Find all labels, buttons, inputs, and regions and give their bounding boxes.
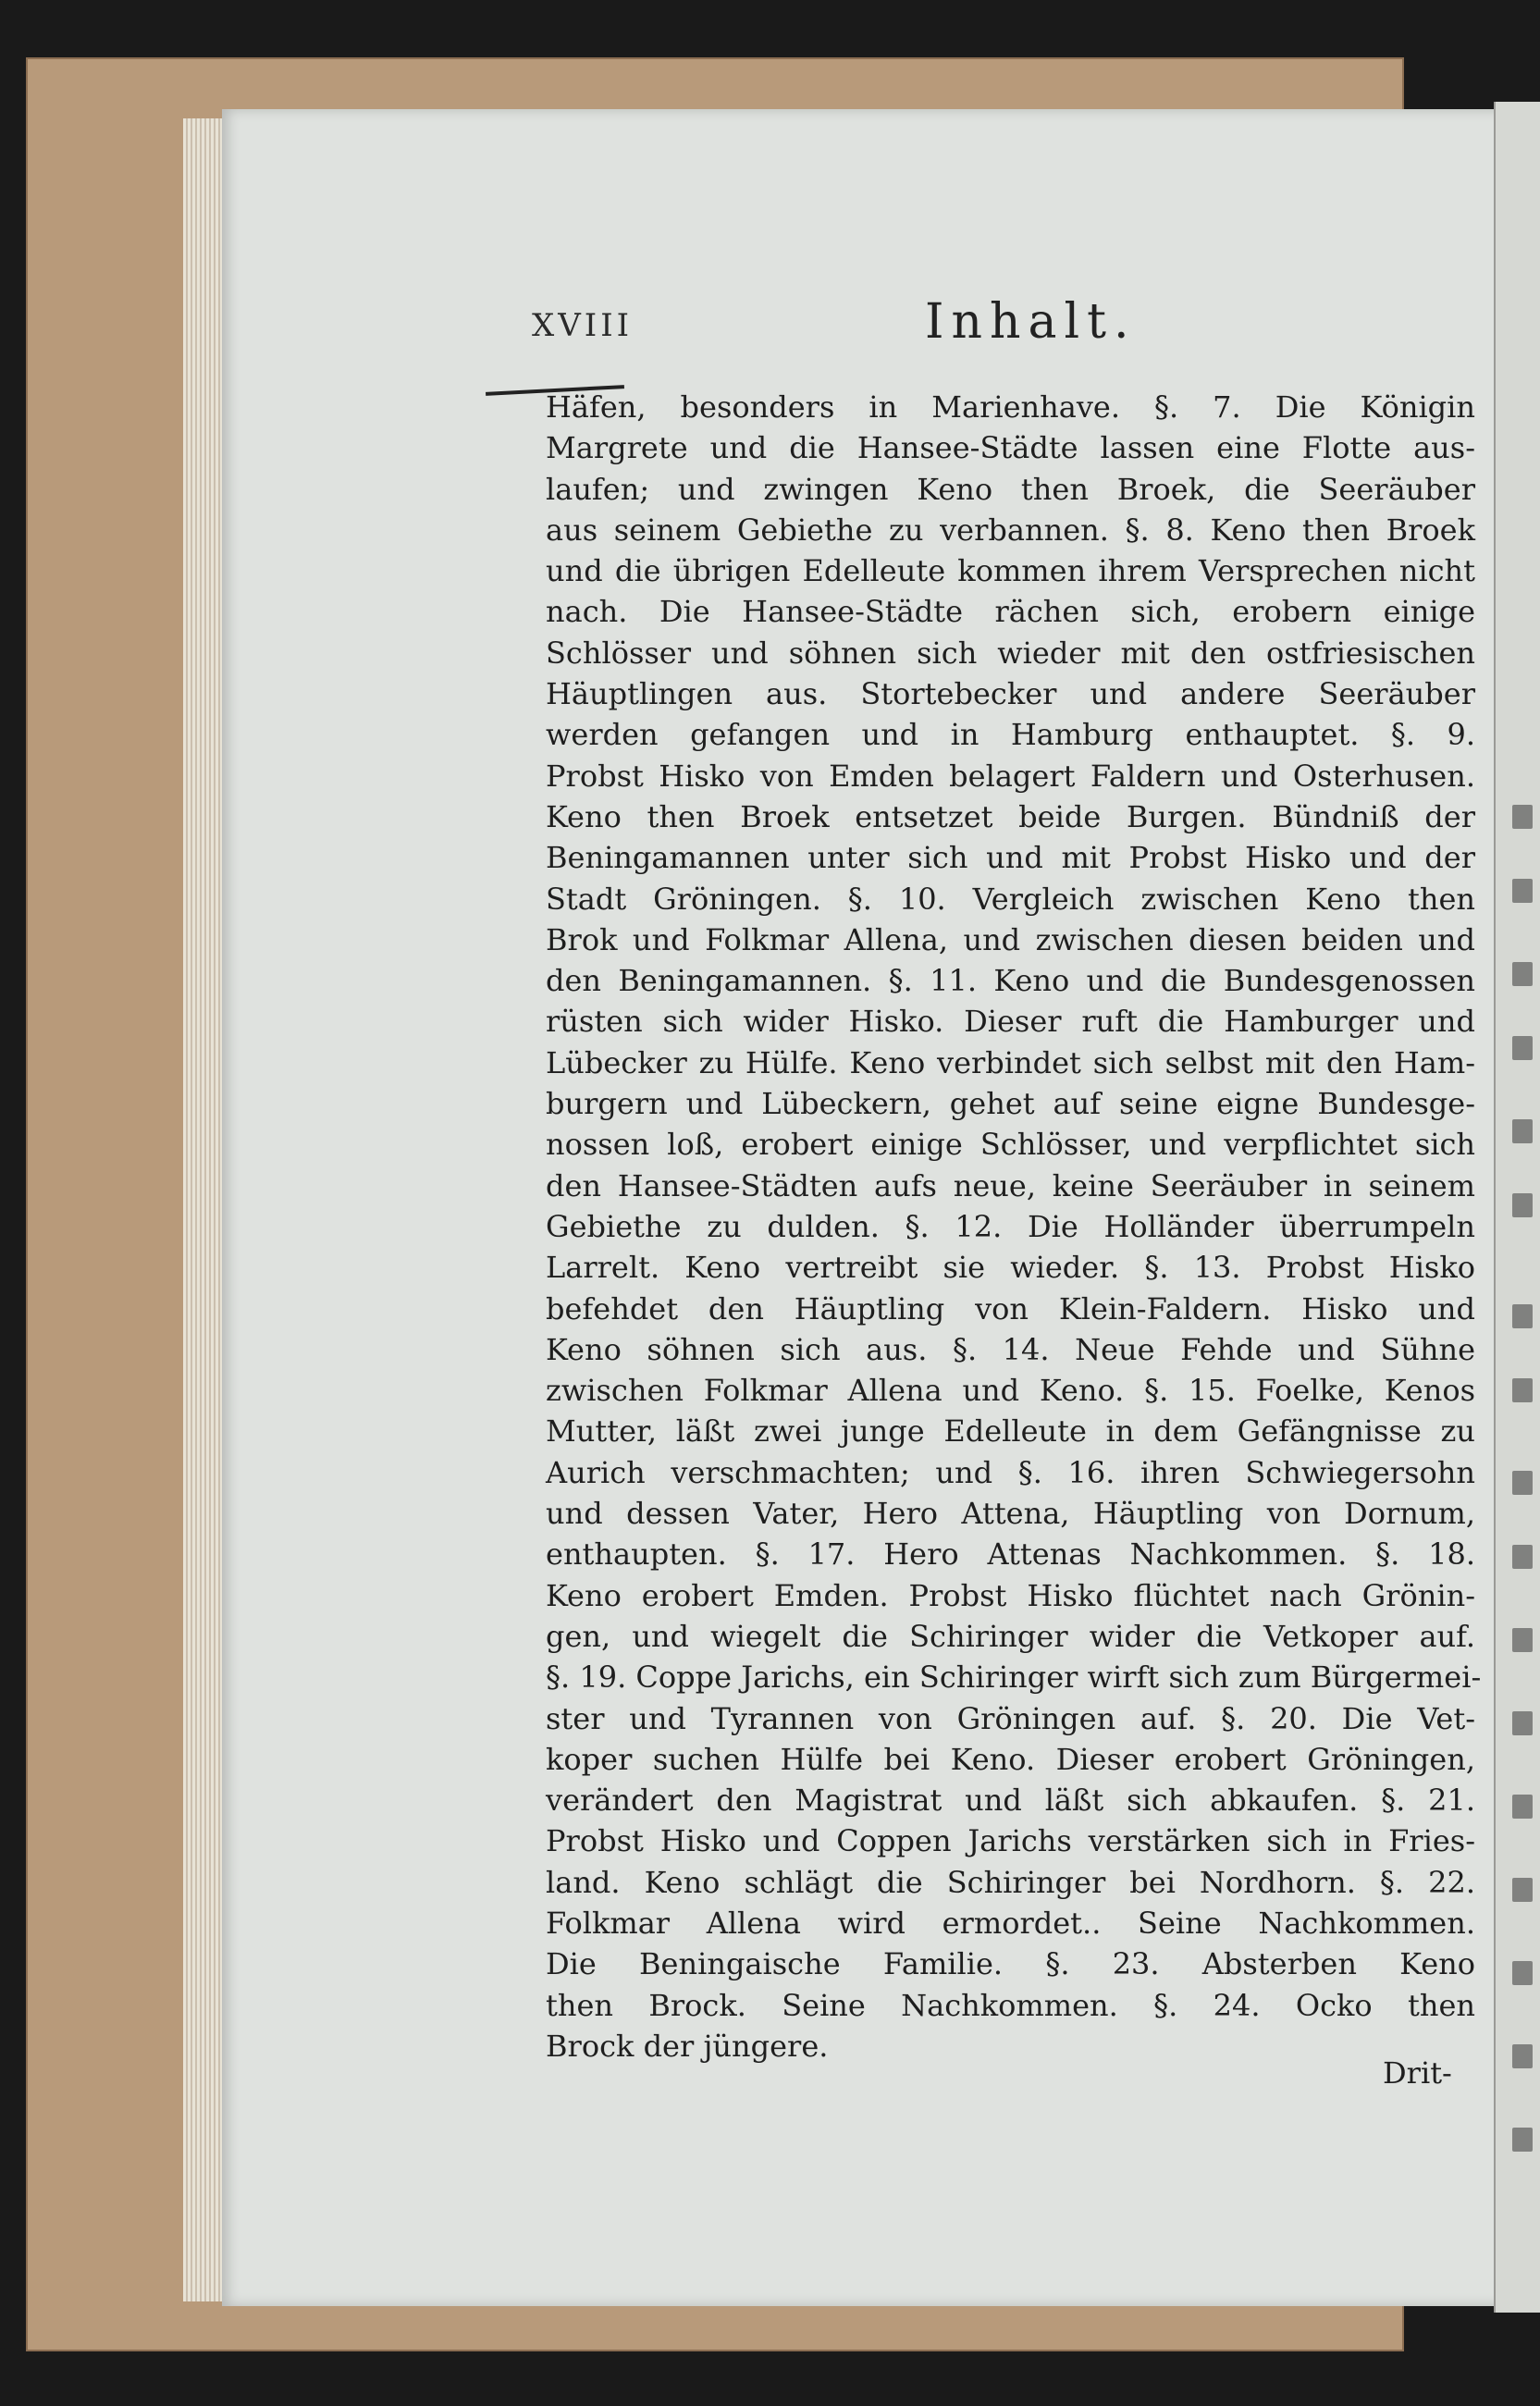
- running-head: Inhalt.: [925, 294, 1137, 350]
- text-line: verändert den Magistrat und läßt sich abkaufen. §. 21.: [546, 1783, 1475, 1819]
- text-line: Lübecker zu Hülfe. Keno verbindet sich selbst mit den Ham-: [546, 1044, 1475, 1080]
- text-line: Schlösser und söhnen sich wieder mit den ostfriesischen: [546, 635, 1475, 671]
- text-line: befehdet den Häuptling von Klein-Faldern. Hisko und: [546, 1290, 1475, 1326]
- text-line: ster und Tyrannen von Gröningen auf. §. 20. Die Vet-: [546, 1700, 1475, 1736]
- text-line: Stadt Gröningen. §. 10. Vergleich zwischen Keno then: [546, 881, 1475, 917]
- text-line: enthaupten. §. 17. Hero Attenas Nachkommen. §. 18.: [546, 1536, 1475, 1573]
- text-line: koper suchen Hülfe bei Keno. Dieser erobert Gröningen,: [546, 1741, 1475, 1777]
- text-line: rüsten sich wider Hisko. Dieser ruft die Hamburger und: [546, 1004, 1475, 1040]
- text-line: Probst Hisko und Coppen Jarichs verstärken sich in Fries-: [546, 1823, 1475, 1859]
- text-line: Margrete und die Hansee-Städte lassen eine Flotte aus-: [546, 430, 1475, 466]
- text-line: laufen; und zwingen Keno then Broek, die Seeräuber: [546, 471, 1475, 507]
- body-text: [546, 387, 1482, 2067]
- text-line: Mutter, läßt zwei junge Edelleute in dem Gefängnisse zu: [546, 1413, 1475, 1450]
- text-line: burgern und Lübeckern, gehet auf seine eigne Bundesge-: [546, 1086, 1475, 1122]
- text-line: land. Keno schlägt die Schiringer bei Nordhorn. §. 22.: [546, 1864, 1475, 1900]
- text-line: then Brock. Seine Nachkommen. §. 24. Ocko then: [546, 1987, 1475, 2023]
- text-line: Die Beningaische Familie. §. 23. Absterben Keno: [546, 1946, 1475, 1982]
- catchword: Drit-: [1383, 2055, 1452, 2091]
- text-line: Häuptlingen aus. Stortebecker und andere Seeräuber: [546, 676, 1475, 712]
- text-line: Aurich verschmachten; und §. 16. ihren Schwiegersohn: [546, 1454, 1475, 1490]
- text-line: Folkmar Allena wird ermordet.. Seine Nachkommen.: [546, 1905, 1475, 1941]
- text-line: Probst Hisko von Emden belagert Faldern und Osterhusen.: [546, 758, 1475, 794]
- text-line: zwischen Folkmar Allena und Keno. §. 15. Foelke, Kenos: [546, 1373, 1475, 1409]
- text-line: §. 19. Coppe Jarichs, ein Schiringer wirft sich zum Bürgermei-: [546, 1660, 1482, 1696]
- text-line: und die übrigen Edelleute kommen ihrem Versprechen nicht: [546, 553, 1475, 589]
- page-number: XVIII: [532, 307, 634, 344]
- text-line: Gebiethe zu dulden. §. 12. Die Holländer überrumpeln: [546, 1208, 1475, 1244]
- text-line: Keno erobert Emden. Probst Hisko flüchtet nach Grönin-: [546, 1577, 1475, 1613]
- text-line: gen, und wiegelt die Schiringer wider die Vetkoper auf.: [546, 1618, 1475, 1654]
- text-line: Larrelt. Keno vertreibt sie wieder. §. 13. Probst Hisko: [546, 1250, 1475, 1286]
- text-line: werden gefangen und in Hamburg enthauptet. §. 9.: [546, 717, 1475, 753]
- text-line: Beningamannen unter sich und mit Probst Hisko und der: [546, 840, 1475, 876]
- text-line: nach. Die Hansee-Städte rächen sich, erobern einige: [546, 594, 1475, 630]
- text-line: Keno söhnen sich aus. §. 14. Neue Fehde und Sühne: [546, 1331, 1475, 1367]
- text-line: aus seinem Gebiethe zu verbannen. §. 8. Keno then Broek: [546, 512, 1475, 548]
- text-line: Brok und Folkmar Allena, und zwischen diesen beiden und: [546, 921, 1475, 957]
- text-line: den Hansee-Städten aufs neue, keine Seeräuber in seinem: [546, 1167, 1475, 1203]
- text-line: Keno then Broek entsetzet beide Burgen. Bündniß der: [546, 798, 1475, 834]
- text-line: Häfen, besonders in Marienhave. §. 7. Die Königin: [546, 389, 1475, 425]
- text-line: nossen loß, erobert einige Schlösser, und verpflichtet sich: [546, 1127, 1475, 1163]
- text-line: den Beningamannen. §. 11. Keno und die Bundesgenossen: [546, 963, 1475, 999]
- facing-page-edge: [1494, 102, 1540, 2313]
- text-line: und dessen Vater, Hero Attena, Häuptling von Dornum,: [546, 1496, 1475, 1532]
- text-line: Brock der jüngere.: [546, 2028, 829, 2064]
